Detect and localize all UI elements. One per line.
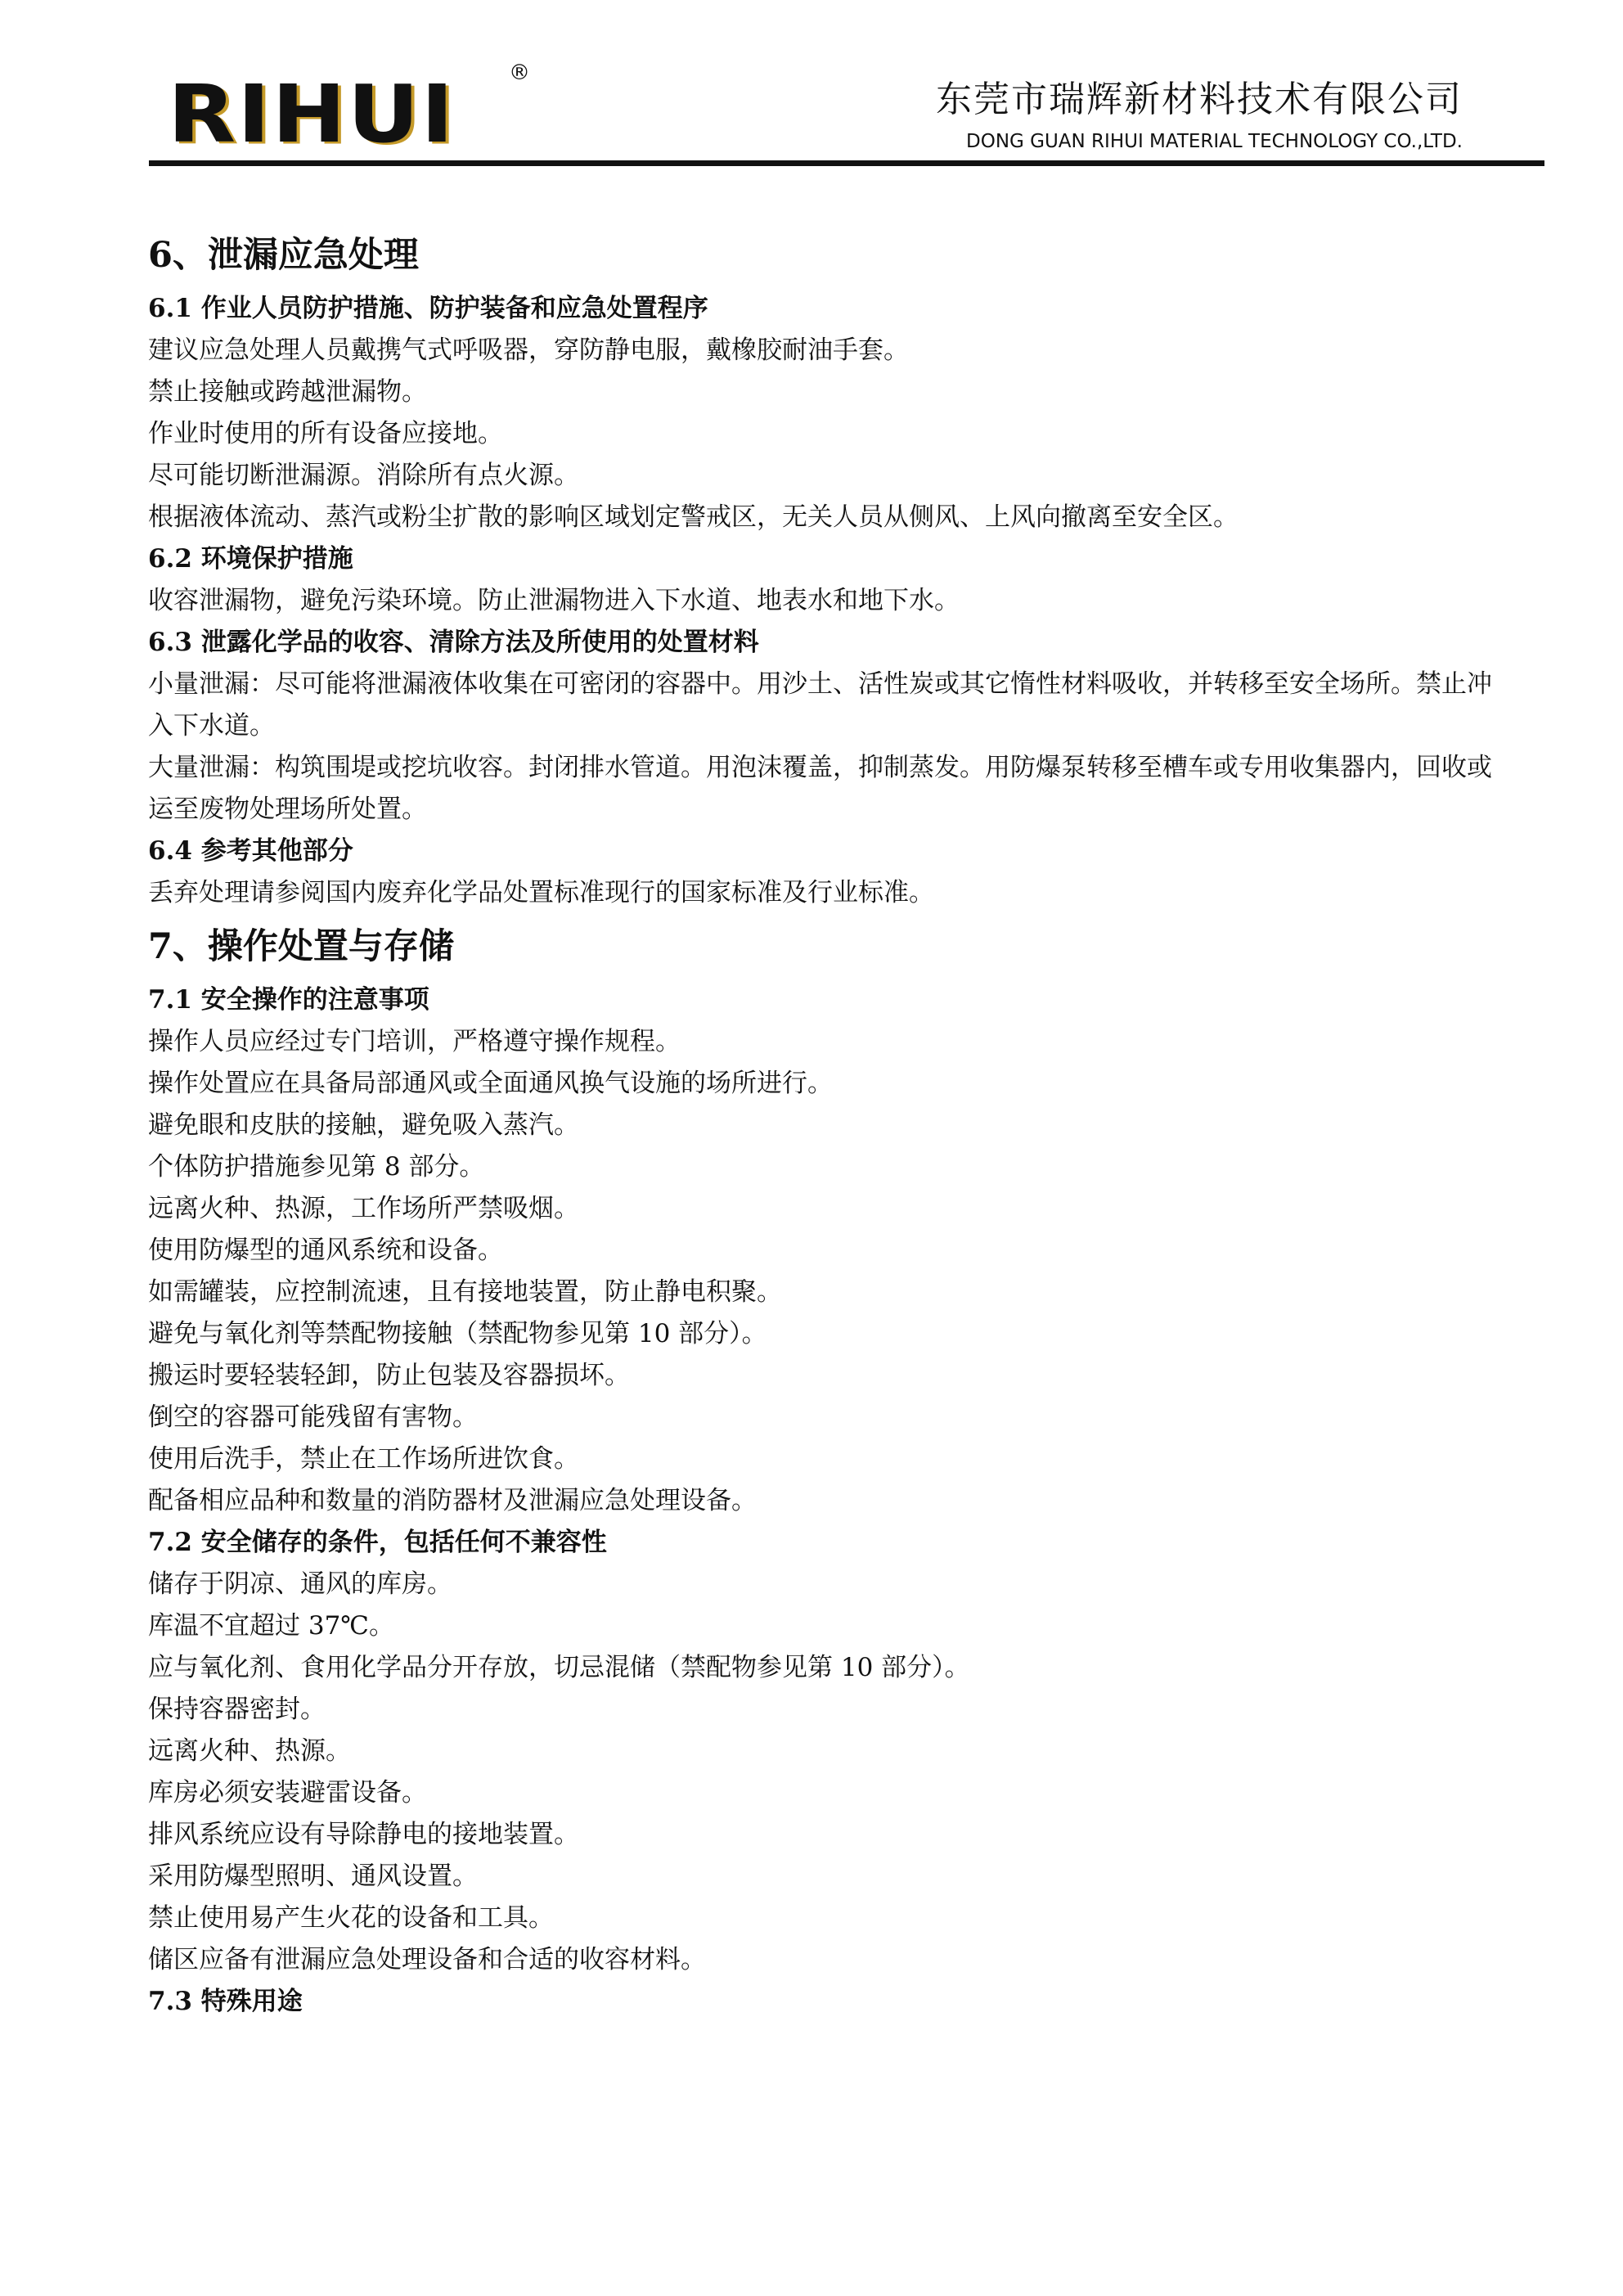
company-logo: RIHUI	[168, 68, 456, 161]
paragraph: 作业时使用的所有设备应接地。	[148, 419, 503, 448]
paragraph: 丢弃处理请参阅国内废弃化学品处置标准现行的国家标准及行业标准。	[148, 878, 934, 907]
paragraph: 尽可能切断泄漏源。消除所有点火源。	[148, 461, 579, 490]
paragraph: 收容泄漏物，避免污染环境。防止泄漏物进入下水道、地表水和地下水。	[148, 586, 960, 615]
paragraph: 搬运时要轻装轻卸，防止包装及容器损坏。	[148, 1361, 630, 1390]
paragraph: 使用防爆型的通风系统和设备。	[148, 1236, 503, 1265]
paragraph: 排风系统应设有导除静电的接地装置。	[148, 1820, 579, 1849]
paragraph: 禁止使用易产生火花的设备和工具。	[148, 1903, 554, 1933]
paragraph: 远离火种、热源，工作场所严禁吸烟。	[148, 1194, 579, 1223]
paragraph: 建议应急处理人员戴携气式呼吸器，穿防静电服，戴橡胶耐油手套。	[148, 335, 909, 365]
section-7-title: 7、操作处置与存储	[148, 926, 454, 967]
paragraph: 大量泄漏：构筑围堤或挖坑收容。封闭排水管道。用泡沫覆盖，抑制蒸发。用防爆泵转移至槽车或专用收集器内，回收或运至废物处理场所处置。	[148, 753, 1492, 824]
paragraph: 根据液体流动、蒸汽或粉尘扩散的影响区域划定警戒区，无关人员从侧风、上风向撤离至安全区。	[148, 502, 1239, 532]
company-name-cn: 东莞市瑞辉新材料技术有限公司	[936, 79, 1463, 120]
section-6-2-title: 6.2 环境保护措施	[148, 544, 353, 574]
section-7-2-title: 7.2 安全储存的条件，包括任何不兼容性	[148, 1528, 607, 1557]
page-header	[0, 0, 1623, 172]
section-6-4-title: 6.4 参考其他部分	[148, 836, 353, 866]
paragraph: 应与氧化剂、食用化学品分开存放，切忌混储（禁配物参见第 10 部分）。	[148, 1653, 970, 1682]
registered-mark: ®	[509, 61, 530, 85]
paragraph: 采用防爆型照明、通风设置。	[148, 1862, 478, 1891]
paragraph: 操作处置应在具备局部通风或全面通风换气设施的场所进行。	[148, 1069, 833, 1098]
section-6-3-title: 6.3 泄露化学品的收容、清除方法及所使用的处置材料	[148, 628, 759, 657]
header-divider	[149, 160, 1544, 166]
paragraph: 小量泄漏：尽可能将泄漏液体收集在可密闭的容器中。用沙土、活性炭或其它惰性材料吸收，并转移至安全场所。禁止冲入下水道。	[148, 669, 1492, 741]
paragraph: 库房必须安装避雷设备。	[148, 1778, 427, 1808]
section-6-title: 6、泄漏应急处理	[148, 235, 419, 276]
paragraph: 储存于阴凉、通风的库房。	[148, 1569, 452, 1599]
document-body	[148, 223, 1506, 2023]
section-7-3-title: 7.3 特殊用途	[148, 1987, 303, 2016]
company-name-en: DONG GUAN RIHUI MATERIAL TECHNOLOGY CO.,LTD.	[966, 131, 1463, 152]
paragraph: 使用后洗手，禁止在工作场所进饮食。	[148, 1444, 579, 1474]
paragraph: 远离火种、热源。	[148, 1736, 351, 1766]
paragraph: 避免与氧化剂等禁配物接触（禁配物参见第 10 部分）。	[148, 1319, 767, 1348]
paragraph: 库温不宜超过 37℃。	[148, 1611, 394, 1641]
paragraph: 储区应备有泄漏应急处理设备和合适的收容材料。	[148, 1945, 706, 1974]
paragraph: 倒空的容器可能残留有害物。	[148, 1402, 478, 1432]
paragraph: 个体防护措施参见第 8 部分。	[148, 1152, 485, 1182]
section-7-1-title: 7.1 安全操作的注意事项	[148, 985, 429, 1015]
paragraph: 避免眼和皮肤的接触，避免吸入蒸汽。	[148, 1110, 579, 1140]
paragraph: 配备相应品种和数量的消防器材及泄漏应急处理设备。	[148, 1486, 757, 1515]
section-6-1-title: 6.1 作业人员防护措施、防护装备和应急处置程序	[148, 294, 708, 323]
paragraph: 如需罐装，应控制流速，且有接地装置，防止静电积聚。	[148, 1277, 782, 1307]
paragraph: 禁止接触或跨越泄漏物。	[148, 377, 427, 407]
paragraph: 操作人员应经过专门培训，严格遵守操作规程。	[148, 1027, 681, 1056]
paragraph: 保持容器密封。	[148, 1695, 326, 1724]
